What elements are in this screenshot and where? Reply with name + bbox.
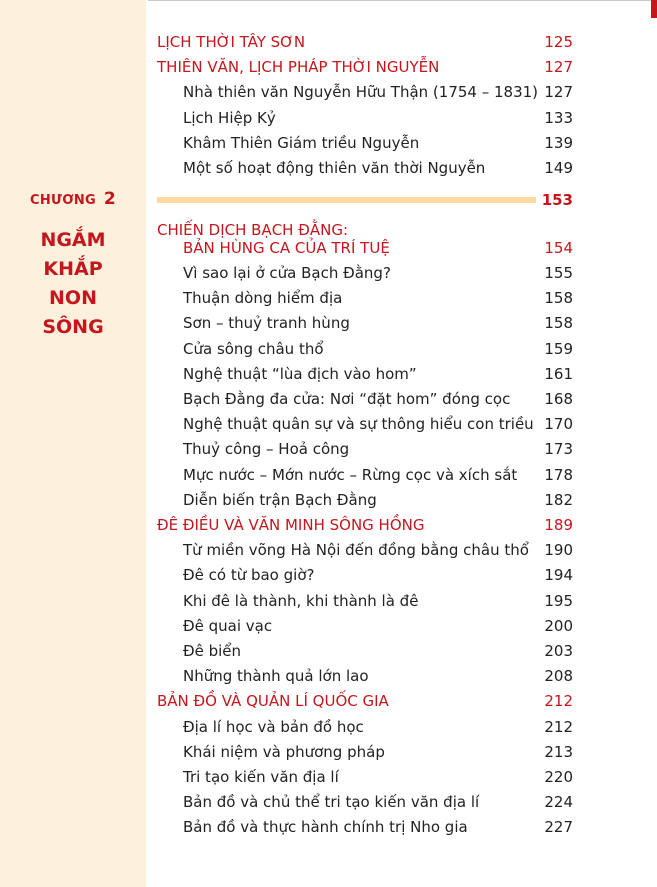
toc-entry-page: 227 [544,818,573,837]
toc-entry-title: Khái niệm và phương pháp [183,742,385,761]
toc-entry-title: Một số hoạt động thiên văn thời Nguyễn [183,159,486,177]
toc-entry[interactable] [157,664,573,689]
toc-entry-title: THIÊN VĂN, LỊCH PHÁP THỜI NGUYỄN [157,58,440,77]
toc-section-heading[interactable] [157,30,573,55]
toc-entry-page: 189 [544,516,573,534]
toc-entry-page: 173 [544,440,573,459]
toc-entry-title: Nghệ thuật quân sự và sự thông hiểu con triều [183,415,534,434]
toc-entry-title: Vì sao lại ở cửa Bạch Đằng? [183,264,391,282]
toc-entry-page: 178 [544,465,573,484]
chapter-title-line: NGẮM [40,229,106,251]
toc-entry[interactable] [157,639,573,664]
toc-entry-page: 170 [544,415,573,434]
toc-entry[interactable] [157,261,573,286]
toc-entry-page: 154 [544,239,573,257]
corner-mark [651,0,657,18]
toc-entry-title: Lịch Hiệp Kỷ [183,108,276,127]
toc-entry-page: 127 [544,58,573,77]
toc-entry-title: Địa lí học và bản đồ học [183,717,364,736]
toc-entry-title: Khâm Thiên Giám triều Nguyễn [183,133,420,152]
toc-entry[interactable] [157,740,573,765]
toc-entry-page: 127 [544,83,573,102]
toc-entry-page: 182 [544,490,573,509]
toc-entry-page: 158 [544,314,573,333]
toc-entry-page: 133 [544,108,573,127]
toc-entry-title: Đê quai vạc [183,616,273,635]
toc-entry-title: Đê biển [183,642,242,660]
toc-entry-title: Tri tạo kiến văn địa lí [183,768,339,786]
toc-entry-title: Từ miền võng Hà Nội đến đồng bằng châu thổ [183,541,529,560]
toc-entry[interactable] [157,311,573,336]
toc-entry-title: Đê có từ bao giờ? [183,566,315,585]
toc-entry-title: Nhà thiên văn Nguyễn Hữu Thận (1754 – 1831) [183,83,539,102]
chapter-divider-bar [157,197,536,203]
toc-entry-page: 155 [544,264,573,282]
toc-entry[interactable] [157,614,573,639]
toc-entry-title: Diễn biến trận Bạch Đằng [183,490,377,509]
chapter-sidebar [0,0,146,887]
toc-section-heading[interactable] [157,689,573,714]
toc-entry-page: 161 [544,364,573,383]
toc-entry-page: 125 [544,33,573,51]
chapter-title [0,226,146,342]
toc-entry-title: Cửa sông châu thổ [183,339,324,358]
toc-entry-title: Nghệ thuật “lùa địch vào hom” [183,364,417,383]
toc-entry[interactable] [157,362,573,387]
toc-entry[interactable] [157,286,573,311]
toc-entry[interactable] [157,80,573,105]
toc-entry-page: 190 [544,541,573,560]
toc-entry[interactable] [157,437,573,462]
toc-entry-page: 212 [544,717,573,736]
toc-entry-page: 200 [544,616,573,635]
toc-entry[interactable] [157,715,573,740]
toc-entry[interactable] [157,106,573,131]
toc-entry-title: Bản đồ và chủ thể tri tạo kiến văn địa lí [183,793,480,812]
toc-entry[interactable] [157,463,573,488]
toc-entry[interactable] [157,790,573,815]
toc-entry-title: Thuỷ công – Hoả công [183,440,350,459]
toc-entry-page: 159 [544,339,573,358]
toc-entry[interactable] [157,156,573,181]
toc-entry-title: ĐÊ ĐIỀU VÀ VĂN MINH SÔNG HỒNG [157,516,425,534]
toc-section-heading[interactable] [157,55,573,80]
toc-entry[interactable] [157,412,573,437]
toc-entry-title: Sơn – thuỷ tranh hùng [183,314,350,333]
toc-entry[interactable] [157,488,573,513]
toc-entry-title: BẢN ĐỒ VÀ QUẢN LÍ QUỐC GIA [157,692,389,711]
toc-entry-title: Khi đê là thành, khi thành là đê [183,591,419,610]
toc-entry-title: Bạch Đằng đa cửa: Nơi “đặt hom” đóng cọc [183,390,511,408]
toc-entry-page: 158 [544,289,573,308]
toc-entry[interactable] [157,815,573,840]
toc-entry-page: 208 [544,667,573,686]
chapter-label-text: CHƯƠNG [30,193,97,208]
toc-entry-page: 149 [544,159,573,177]
toc-entry-title: Những thành quả lớn lao [183,667,369,686]
chapter-page-number: 153 [541,191,573,209]
toc-entry-page: 212 [544,692,573,711]
top-rule [148,0,657,1]
toc-entry-page: 139 [544,133,573,152]
toc-entry-title-line2: BẢN HÙNG CA CỦA TRÍ TUỆ [183,239,390,257]
toc-entry-title: Mực nước – Mớn nước – Rừng cọc và xích sắt [183,465,518,484]
toc-entry-page: 168 [544,390,573,408]
toc-entry[interactable] [157,337,573,362]
chapter-title-line: KHẮP [43,258,103,280]
chapter-number: 2 [103,189,116,209]
toc-entry-page: 203 [544,642,573,660]
toc-entry[interactable] [157,765,573,790]
toc-entry[interactable] [157,589,573,614]
toc-entry-page: 220 [544,768,573,786]
toc-entry[interactable] [157,387,573,412]
chapter-label [0,189,146,209]
chapter-title-line: NON [49,287,97,309]
toc-entry-title-line1: CHIẾN DỊCH BẠCH ĐẰNG: [157,221,348,239]
toc-section-heading[interactable] [157,513,573,538]
toc-entry-page: 213 [544,742,573,761]
toc-entry-title: LỊCH THỜI TÂY SƠN [157,33,306,51]
chapter-title-line: SÔNG [42,316,104,338]
toc-entry[interactable] [157,563,573,588]
toc-entry-title: Thuận dòng hiểm địa [183,289,343,308]
toc-entry-page: 195 [544,591,573,610]
toc-entry-page: 224 [544,793,573,812]
toc-entry[interactable] [157,538,573,563]
toc-entry-page: 194 [544,566,573,585]
toc-entry[interactable] [157,131,573,156]
toc-entry-title: Bản đồ và thực hành chính trị Nho gia [183,818,468,837]
